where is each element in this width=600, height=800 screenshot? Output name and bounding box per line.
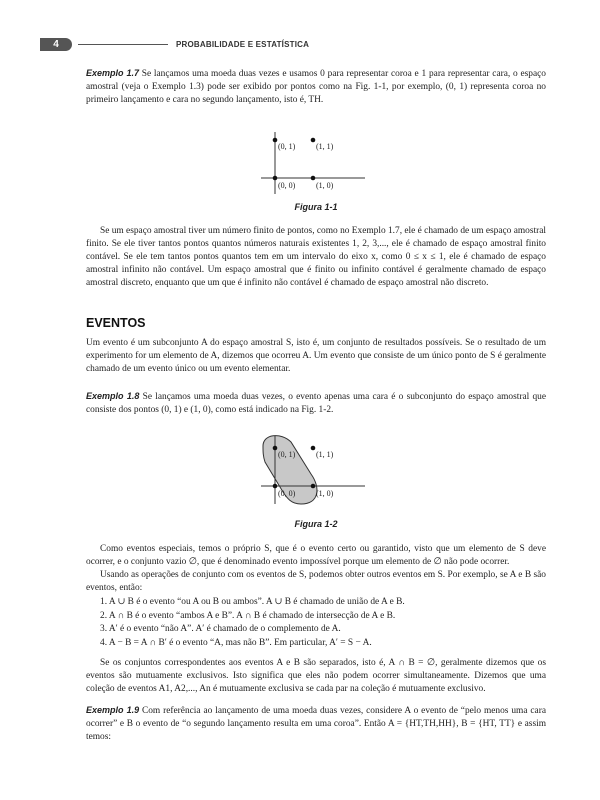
- point-01: [273, 446, 278, 451]
- list-item: 3. A′ é o evento “não A”. A′ é chamado de o complemento de A.: [100, 624, 341, 634]
- page-number: 4: [40, 38, 72, 51]
- caption-figure-1-2: Figura 1-2: [294, 519, 338, 529]
- example-text: Com referência ao lançamento de uma moeda duas vezes, considere A o evento de “pelo menos uma cara ocorrer” e B o evento de “o segundo lançamento resulta em uma coroa”. Então A = {HT,TH,HH}, B = {HT, TT} e assim temos:: [86, 706, 546, 742]
- example-1-8: [86, 390, 546, 417]
- paragraph-special-events: Como eventos especiais, temos o próprio S, que é o evento certo ou garantido, visto que um elemento de S deve ocorrer, e o conjunto vazio ∅, que é denominado evento impossível porque um elemento de ∅ não pode ocorrer.: [86, 544, 546, 567]
- figure-1-2: [255, 432, 375, 508]
- operations-list: [86, 596, 546, 650]
- point-11: [311, 446, 316, 451]
- page-header: [40, 38, 570, 52]
- example-label: Exemplo 1.9: [86, 705, 140, 715]
- point-10: [311, 484, 316, 489]
- label-11: (1, 1): [316, 142, 334, 151]
- label-10: (1, 0): [316, 489, 334, 498]
- label-01: (0, 1): [278, 450, 296, 459]
- point-11: [311, 138, 316, 143]
- caption-figure-1-1: Figura 1-1: [294, 202, 338, 212]
- example-label: Exemplo 1.8: [86, 391, 140, 401]
- point-01: [273, 138, 278, 143]
- point-10: [311, 176, 316, 181]
- label-00: (0, 0): [278, 181, 296, 190]
- example-1-7: [86, 67, 546, 107]
- example-label: Exemplo 1.7: [86, 68, 139, 78]
- label-01: (0, 1): [278, 142, 296, 151]
- label-11: (1, 1): [316, 450, 334, 459]
- list-item: 2. A ∩ B é o evento “ambos A e B”. A ∩ B é chamado de intersecção de A e B.: [100, 610, 396, 621]
- running-title: PROBABILIDADE E ESTATÍSTICA: [176, 40, 310, 49]
- header-rule: [78, 44, 168, 45]
- label-10: (1, 0): [316, 181, 334, 190]
- paragraph-finite-space: Se um espaço amostral tiver um número finito de pontos, como no Exemplo 1.7, ele é chamado de um espaço amostral finito. Se ele tiver tantos pontos quantos números naturais existentes 1, 2, 3,..., ele é chamado de espaço amostral finito contável. Se ele tem tantos pontos quantos tem em um intervalo do eixo x, como 0 ≤ x ≤ 1, ele é chamado de espaço amostral infinito não contável. Um espaço amostral que é finito ou infinito contável é geralmente chamado de espaço amostral discreto, enquanto que um que é infinito não contável é chamado de espaço amostral não discreto.: [86, 226, 546, 288]
- example-1-9: [86, 704, 546, 744]
- point-00: [273, 484, 278, 489]
- point-00: [273, 176, 278, 181]
- list-item: 1. A ∪ B é o evento “ou A ou B ou ambos”. A ∪ B é chamado de união de A e B.: [100, 597, 405, 607]
- section-title: EVENTOS: [86, 316, 146, 330]
- paragraph-mutually-exclusive: Se os conjuntos correspondentes aos eventos A e B são separados, isto é, A ∩ B = ∅, geralmente dizemos que os eventos são mutuamente exclusivos. Isto significa que eles não podem ocorrer simultaneamente. Dizemos que uma coleção de eventos A1, A2,..., An é mutuamente exclusiva se cada par na coleção é mutuamente exclusivo.: [86, 658, 546, 694]
- example-text: Se lançamos uma moeda duas vezes e usamos 0 para representar coroa e 1 para representar cara, o espaço amostral (veja o Exemplo 1.3) pode ser exibido por pontos como na Fig. 1-1, por exemplo, (0, 1) representa coroa no primeiro lançamento e cara no segundo lançamento, isto é, TH.: [86, 69, 546, 105]
- example-text: Se lançamos uma moeda duas vezes, o evento apenas uma cara é o subconjunto do espaço amostral que consiste dos pontos (0, 1) e (1, 0), como está indicado na Fig. 1-2.: [86, 392, 546, 415]
- paragraph-events: Um evento é um subconjunto A do espaço amostral S, isto é, um conjunto de resultados possíveis. Se o resultado de um experimento for um elemento de A, dizemos que ocorreu A. Um evento que consiste de um único ponto de S é geralmente chamado de um evento único ou um evento elementar.: [86, 338, 546, 374]
- list-item: 4. A − B = A ∩ B′ é o evento “A, mas não B”. Em particular, A′ = S − A.: [100, 637, 372, 648]
- paragraph-set-operations: Usando as operações de conjunto com os eventos de S, podemos obter outros eventos em S. Por exemplo, se A e B são eventos, então:: [86, 570, 546, 593]
- label-00: (0, 0): [278, 489, 296, 498]
- figure-1-1: [255, 130, 375, 198]
